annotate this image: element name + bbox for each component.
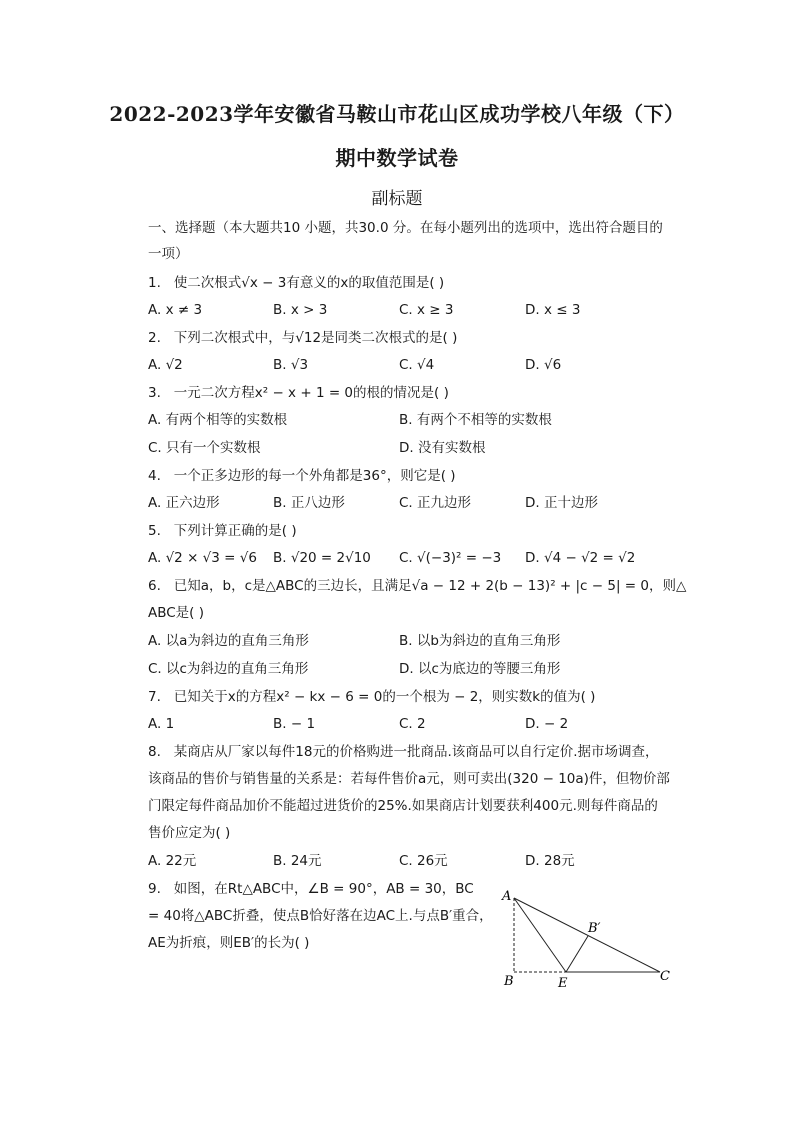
question-stem: 如图，在Rt△ABC中，∠B = 90°，AB = 30，BC (173, 881, 474, 897)
q5-option-c: C. √(−3)² = −3 (399, 550, 502, 566)
q5-option-a: A. √2 × √3 = √6 (148, 550, 257, 566)
question-stem: 使二次根式√x − 3有意义的x的取值范围是( ) (173, 275, 445, 291)
question-4 (148, 467, 456, 485)
q1-option-b: B. x > 3 (273, 302, 328, 318)
question-stem: 一个正多边形的每一个外角都是36°，则它是( ) (173, 468, 456, 484)
q4-option-a: A. 正六边形 (148, 495, 220, 511)
q5-option-d: D. √4 − √2 = √2 (525, 550, 636, 566)
exam-title-line2: 期中数学试卷 (335, 146, 459, 170)
question-number: 9. (148, 881, 161, 897)
q3-option-a: A. 有两个相等的实数根 (148, 412, 288, 428)
question-6 (148, 577, 686, 595)
section-heading-line2: 一项） (148, 246, 189, 262)
question-number: 4. (148, 468, 161, 484)
q4-option-d: D. 正十边形 (525, 495, 598, 511)
q4-option-b: B. 正八边形 (273, 495, 345, 511)
q6-option-d: D. 以c为底边的等腰三角形 (399, 661, 561, 677)
q1-option-a: A. x ≠ 3 (148, 302, 203, 318)
question-number: 6. (148, 578, 161, 594)
label-b: B (504, 974, 514, 989)
q7-option-c: C. 2 (399, 716, 426, 732)
label-b-prime: B′ (588, 921, 601, 936)
exam-subtitle: 副标题 (371, 189, 423, 209)
q2-option-b: B. √3 (273, 357, 309, 373)
q2-option-d: D. √6 (525, 357, 562, 373)
question-3 (148, 384, 449, 402)
q8-option-c: C. 26元 (399, 853, 448, 869)
q6-option-a: A. 以a为斜边的直角三角形 (148, 633, 309, 649)
question-8-line3: 门限定每件商品加价不能超过进货价的25%.如果商店计划要获利400元.则每件商品的 (148, 798, 658, 814)
question-9-line3: AE为折痕，则EB′的长为( ) (148, 935, 310, 951)
segment-ae-fold (514, 898, 566, 972)
q5-option-b: B. √20 = 2√10 (273, 550, 371, 566)
q1-option-c: C. x ≥ 3 (399, 302, 454, 318)
q6-option-c: C. 以c为斜边的直角三角形 (148, 661, 309, 677)
question-1 (148, 274, 444, 292)
question-stem: 下列二次根式中，与√12是同类二次根式的是( ) (173, 330, 458, 346)
q3-option-b: B. 有两个不相等的实数根 (399, 412, 552, 428)
question-stem: 下列计算正确的是( ) (173, 523, 297, 539)
q4-option-c: C. 正九边形 (399, 495, 472, 511)
q2-option-c: C. √4 (399, 357, 435, 373)
q7-option-b: B. − 1 (273, 716, 316, 732)
question-number: 2. (148, 330, 161, 346)
question-6-continuation: ABC是( ) (148, 605, 205, 621)
question-8 (148, 743, 659, 761)
question-5 (148, 522, 297, 540)
label-e: E (558, 976, 568, 990)
question-number: 7. (148, 689, 161, 705)
question-stem: 某商店从厂家以每件18元的价格购进一批商品.该商品可以自行定价.据市场调查， (173, 744, 659, 760)
question-stem: 已知a，b，c是△ABC的三边长，且满足√a − 12 + 2(b − 13)² + |c − 5| = 0，则△ (173, 578, 687, 594)
question-number: 8. (148, 744, 161, 760)
question-stem: 已知关于x的方程x² − kx − 6 = 0的一个根为 − 2，则实数k的值为( ) (173, 689, 596, 705)
q7-option-d: D. − 2 (525, 716, 569, 732)
question-8-line4: 售价应定为( ) (148, 825, 231, 841)
q8-option-b: B. 24元 (273, 853, 322, 869)
exam-title-line1: 2022-2023学年安徽省马鞍山市花山区成功学校八年级（下） (109, 102, 685, 126)
label-c: C (660, 969, 670, 984)
question-stem: 一元二次方程x² − x + 1 = 0的根的情况是( ) (173, 385, 449, 401)
question-number: 1. (148, 275, 161, 291)
question-7 (148, 688, 595, 706)
triangle-figure (496, 884, 682, 990)
label-a: A (502, 889, 512, 904)
question-number: 5. (148, 523, 161, 539)
section-heading-line1: 一、选择题（本大题共10 小题，共30.0 分。在每小题列出的选项中，选出符合题目的 (148, 220, 663, 236)
q3-option-d: D. 没有实数根 (399, 440, 486, 456)
q3-option-c: C. 只有一个实数根 (148, 440, 261, 456)
question-9 (148, 880, 474, 898)
question-9-line2: = 40将△ABC折叠，使点B恰好落在边AC上.与点B′重合， (148, 908, 493, 924)
q6-option-b: B. 以b为斜边的直角三角形 (399, 633, 561, 649)
segment-ac (514, 898, 660, 972)
segment-eb-prime (566, 936, 588, 972)
question-8-line2: 该商品的售价与销售量的关系是：若每件售价a元，则可卖出(320 − 10a)件，但物价部 (148, 771, 670, 787)
q7-option-a: A. 1 (148, 716, 175, 732)
q8-option-a: A. 22元 (148, 853, 197, 869)
q8-option-d: D. 28元 (525, 853, 575, 869)
q1-option-d: D. x ≤ 3 (525, 302, 581, 318)
q2-option-a: A. √2 (148, 357, 183, 373)
question-2 (148, 329, 457, 347)
question-number: 3. (148, 385, 161, 401)
